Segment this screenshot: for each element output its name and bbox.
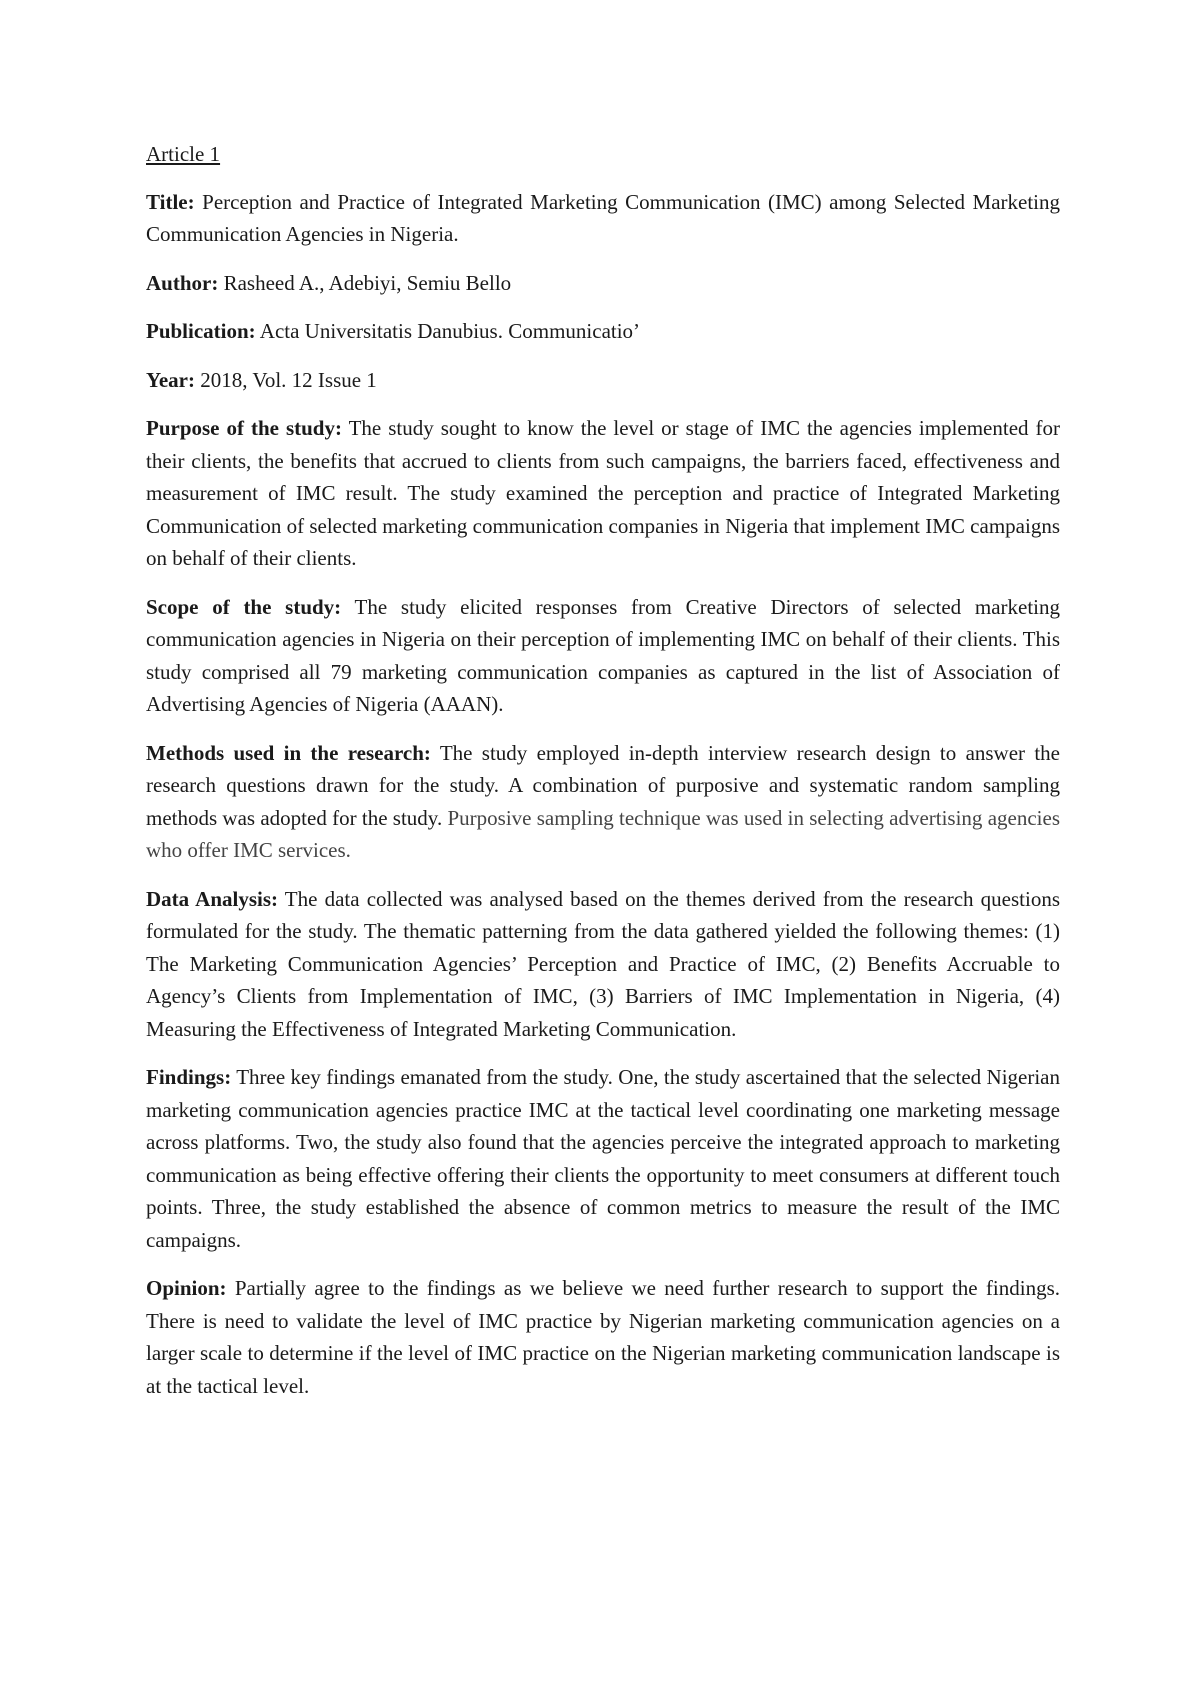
data-analysis-paragraph — [146, 883, 1060, 1046]
opinion-label: Opinion: — [146, 1276, 227, 1300]
methods-text-muted: Purposive sampling technique was used in selecting advertising agencies who offer IMC services. — [146, 805, 1060, 862]
author-paragraph — [146, 267, 1060, 300]
methods-label: Methods used in the research: — [146, 740, 431, 765]
scope-paragraph — [146, 591, 1060, 721]
opinion-paragraph — [146, 1272, 1060, 1402]
year-label: Year: — [146, 367, 195, 392]
title-text: Perception and Practice of Integrated Marketing Communication (IMC) among Selected Marketing Communication Agencies in Nigeria. — [146, 189, 1061, 246]
scope-label: Scope of the study: — [146, 594, 342, 619]
opinion-text: Partially agree to the findings as we believe we need further research to support the findings. There is need to validate the level of IMC practice by Nigerian marketing communication agencies on a larger scale to determine if the level of IMC practice on the Nigerian marketing communication landscape is at the tactical level. — [146, 1276, 1061, 1398]
author-text: Rasheed A., Adebiyi, Semiu Bello — [223, 270, 512, 295]
data-analysis-label: Data Analysis: — [146, 886, 279, 911]
findings-text: Three key findings emanated from the study. One, the study ascertained that the selected Nigerian marketing communication agencies practice IMC at the tactical level coordinating one marketing message across platforms. Two, the study also found that the agencies perceive the integrated approach to marketing communication as being effective offering their clients the opportunity to meet consumers at different touch points. Three, the study established the absence of common metrics to measure the result of the IMC campaigns. — [146, 1065, 1060, 1252]
publication-paragraph — [146, 315, 1060, 348]
document-page — [146, 138, 1060, 1418]
methods-text: The study employed in-depth interview research design to answer the research questions drawn for the study. A combination of purposive and systematic random sampling methods was adopted for the study. — [146, 740, 1060, 830]
data-analysis-text: The data collected was analysed based on the themes derived from the research questions formulated for the study. The thematic patterning from the data gathered yielded the following themes: (1) The Marketing Communication Agencies’ Perception and Practice of IMC, (2) Benefits Accruable to Agency’s Clients from Implementation of IMC, (3) Barriers of IMC Implementation in Nigeria, (4) Measuring the Effectiveness of Integrated Marketing Communication. — [146, 886, 1061, 1041]
publication-text: Acta Universitatis Danubius. Communicatio’ — [259, 319, 641, 343]
publication-label: Publication: — [146, 319, 256, 343]
author-label: Author: — [146, 270, 219, 295]
methods-paragraph — [146, 737, 1060, 867]
title-label: Title: — [146, 189, 195, 214]
article-heading: Article 1 — [146, 142, 221, 166]
title-paragraph — [146, 186, 1060, 251]
findings-label: Findings: — [146, 1065, 232, 1089]
findings-paragraph — [146, 1061, 1060, 1256]
purpose-text: The study sought to know the level or stage of IMC the agencies implemented for their clients, the benefits that accrued to clients from such campaigns, the barriers faced, effectiveness and measurement of IMC result. The study examined the perception and practice of Integrated Marketing Communication of selected marketing communication companies in Nigeria that implement IMC campaigns on behalf of their clients. — [146, 416, 1060, 570]
purpose-label: Purpose of the study: — [146, 416, 342, 440]
purpose-paragraph — [146, 412, 1060, 575]
scope-text: The study elicited responses from Creative Directors of selected marketing communication agencies in Nigeria on their perception of implementing IMC on behalf of their clients. This study comprised all 79 marketing communication companies as captured in the list of Association of Advertising Agencies of Nigeria (AAAN). — [146, 594, 1061, 716]
year-paragraph — [146, 364, 1060, 397]
year-text: 2018, Vol. 12 Issue 1 — [200, 367, 377, 392]
